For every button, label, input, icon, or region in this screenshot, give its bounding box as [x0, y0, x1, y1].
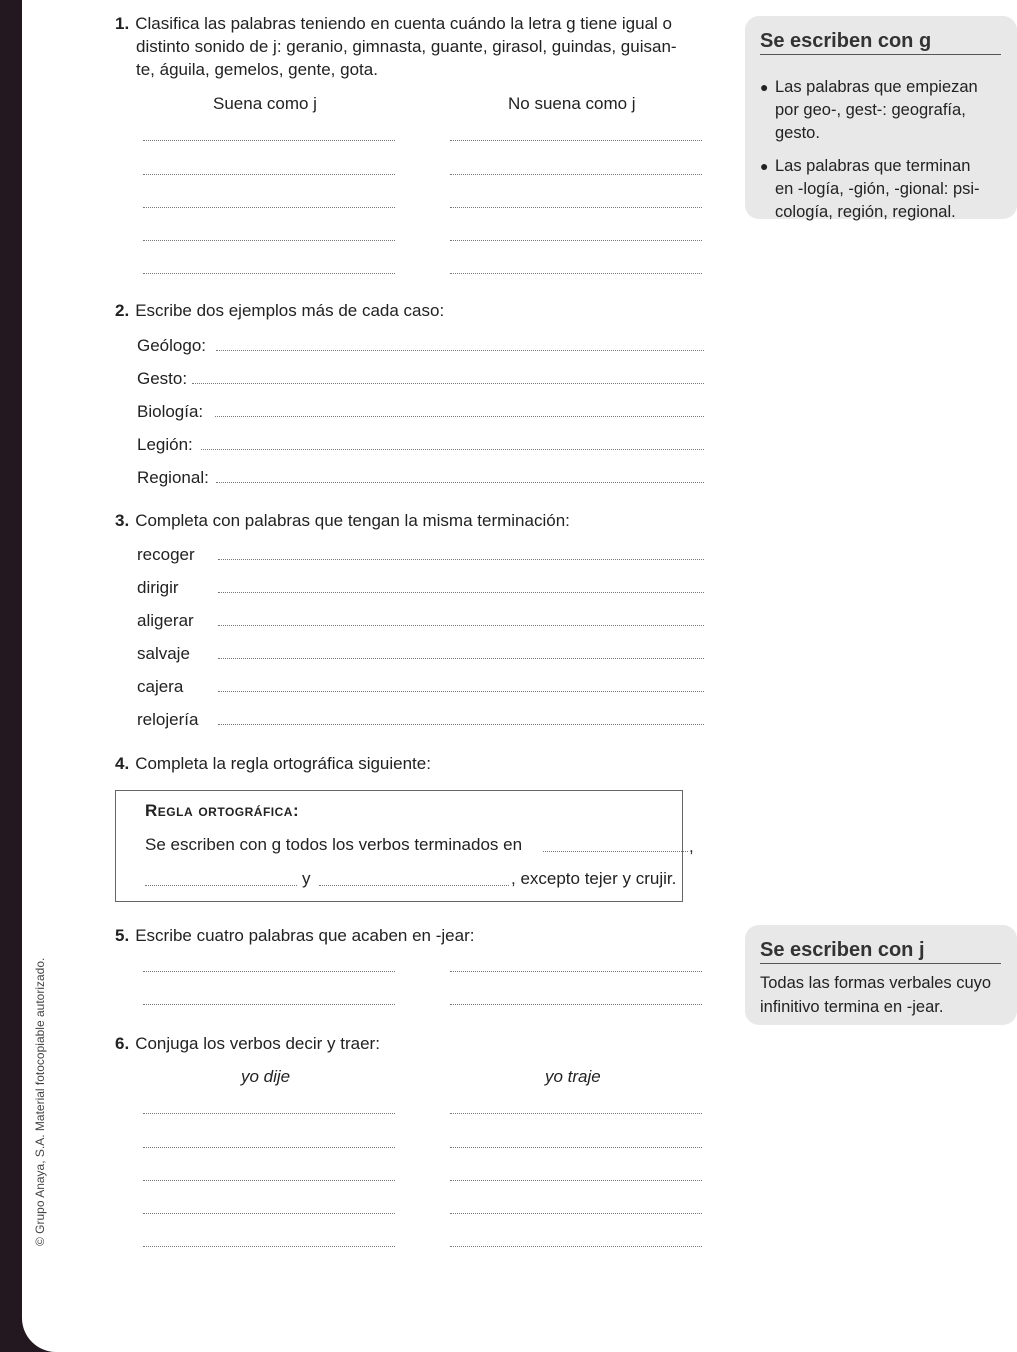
q3-item-label: aligerar	[137, 611, 194, 630]
answer-line[interactable]	[143, 1180, 395, 1181]
q2-item-label: Legión:	[137, 435, 193, 454]
answer-line[interactable]	[143, 174, 395, 175]
q3-item-label: relojería	[137, 710, 199, 729]
q3-statement	[115, 511, 570, 531]
answer-line[interactable]	[218, 592, 704, 593]
answer-line[interactable]	[450, 207, 702, 208]
q6-number: 6.	[115, 1034, 130, 1053]
answer-line[interactable]	[218, 559, 704, 560]
answer-line[interactable]	[143, 273, 395, 274]
q1-line1: Clasifica las palabras teniendo en cuenta cuándo la letra g tiene igual o	[135, 14, 672, 33]
q6-statement	[115, 1034, 380, 1054]
q2-item-label: Gesto:	[137, 369, 188, 388]
sidebar-j-text: infinitivo termina en -jear.	[760, 998, 944, 1016]
q4-text: Completa la regla ortográfica siguiente:	[135, 754, 431, 773]
answer-line[interactable]	[215, 416, 704, 417]
answer-line[interactable]	[450, 1180, 702, 1181]
q2-statement	[115, 301, 444, 321]
q1-column-heading-no-suena: No suena como j	[508, 94, 636, 113]
answer-line[interactable]	[143, 1004, 395, 1005]
rule-box-title: Regla ortográfica:	[145, 801, 300, 820]
answer-line[interactable]	[450, 1004, 702, 1005]
q6-column-heading-decir: yo dije	[241, 1067, 291, 1086]
rule-sidebar-j	[745, 925, 1017, 1025]
answer-line[interactable]	[216, 482, 704, 483]
answer-line[interactable]	[143, 140, 395, 141]
q5-statement	[115, 926, 474, 946]
rule-text: Se escriben con g todos los verbos terminados en	[145, 835, 523, 854]
answer-line[interactable]	[192, 383, 704, 384]
rule-y: y	[302, 869, 311, 888]
answer-line[interactable]	[143, 207, 395, 208]
q3-item-label: dirigir	[137, 578, 179, 597]
answer-line[interactable]	[450, 1113, 702, 1114]
q5-text: Escribe cuatro palabras que acaben en -jear:	[135, 926, 475, 945]
q4-number: 4.	[115, 754, 130, 773]
sidebar-g-title: Se escriben con g	[760, 30, 1001, 55]
answer-line[interactable]	[218, 658, 704, 659]
q1-column-heading-suena: Suena como j	[213, 94, 317, 113]
sidebar-g-text: Las palabras que empiezan	[775, 78, 978, 96]
rule-box-line1	[145, 835, 522, 855]
answer-line[interactable]	[143, 971, 395, 972]
answer-line[interactable]	[450, 1246, 702, 1247]
answer-line[interactable]	[143, 1213, 395, 1214]
answer-line[interactable]	[143, 1246, 395, 1247]
rule-comma: ,	[689, 837, 694, 856]
q3-item-label: recoger	[137, 545, 195, 564]
q2-item-label: Geólogo:	[137, 336, 206, 355]
q1-line2: distinto sonido de j: geranio, gimnasta, guante, girasol, guindas, guisan-	[136, 37, 677, 56]
sidebar-g-text: Las palabras que terminan	[775, 157, 971, 175]
answer-line[interactable]	[201, 449, 704, 450]
q1-statement	[115, 12, 715, 81]
answer-line[interactable]	[218, 691, 704, 692]
sidebar-g-text: gesto.	[775, 124, 820, 142]
copyright-notice: © Grupo Anaya, S.A. Material fotocopiable autorizado.	[33, 957, 47, 1246]
sidebar-j-title: Se escriben con j	[760, 939, 1001, 964]
answer-line[interactable]	[143, 240, 395, 241]
q3-item-label: cajera	[137, 677, 184, 696]
bullet-icon: ●	[760, 158, 769, 174]
q6-column-heading-traer: yo traje	[545, 1067, 601, 1086]
q2-item-label: Regional:	[137, 468, 209, 487]
answer-line[interactable]	[450, 1213, 702, 1214]
answer-line[interactable]	[450, 273, 702, 274]
sidebar-g-text: cología, región, regional.	[775, 203, 956, 221]
answer-line[interactable]	[216, 350, 704, 351]
answer-line[interactable]	[450, 1147, 702, 1148]
answer-line[interactable]	[450, 174, 702, 175]
sidebar-g-text: por geo-, gest-: geografía,	[775, 101, 966, 119]
q4-statement	[115, 754, 431, 774]
q3-item-label: salvaje	[137, 644, 190, 663]
answer-line[interactable]	[450, 971, 702, 972]
q2-number: 2.	[115, 301, 130, 320]
rule-text-end: , excepto tejer y crujir.	[511, 869, 677, 888]
q2-item-label: Biología:	[137, 402, 204, 421]
q3-number: 3.	[115, 511, 130, 530]
answer-line[interactable]	[450, 240, 702, 241]
bullet-icon: ●	[760, 79, 769, 95]
q3-text: Completa con palabras que tengan la misma terminación:	[135, 511, 570, 530]
sidebar-j-text: Todas las formas verbales cuyo	[760, 974, 992, 992]
q1-number: 1.	[115, 14, 130, 33]
answer-line[interactable]	[218, 625, 704, 626]
answer-line[interactable]	[450, 140, 702, 141]
answer-line[interactable]	[319, 885, 509, 886]
sidebar-g-text: en -logía, -gión, -gional: psi-	[775, 180, 980, 198]
q2-text: Escribe dos ejemplos más de cada caso:	[135, 301, 445, 320]
q6-text: Conjuga los verbos decir y traer:	[135, 1034, 380, 1053]
answer-line[interactable]	[143, 1113, 395, 1114]
answer-line[interactable]	[143, 1147, 395, 1148]
answer-line[interactable]	[218, 724, 704, 725]
q5-number: 5.	[115, 926, 130, 945]
rule-box	[115, 790, 694, 902]
q1-line3: te, águila, gemelos, gente, gota.	[136, 60, 378, 79]
rule-sidebar-g	[745, 16, 1017, 219]
answer-line[interactable]	[543, 851, 688, 852]
answer-line[interactable]	[145, 885, 297, 886]
